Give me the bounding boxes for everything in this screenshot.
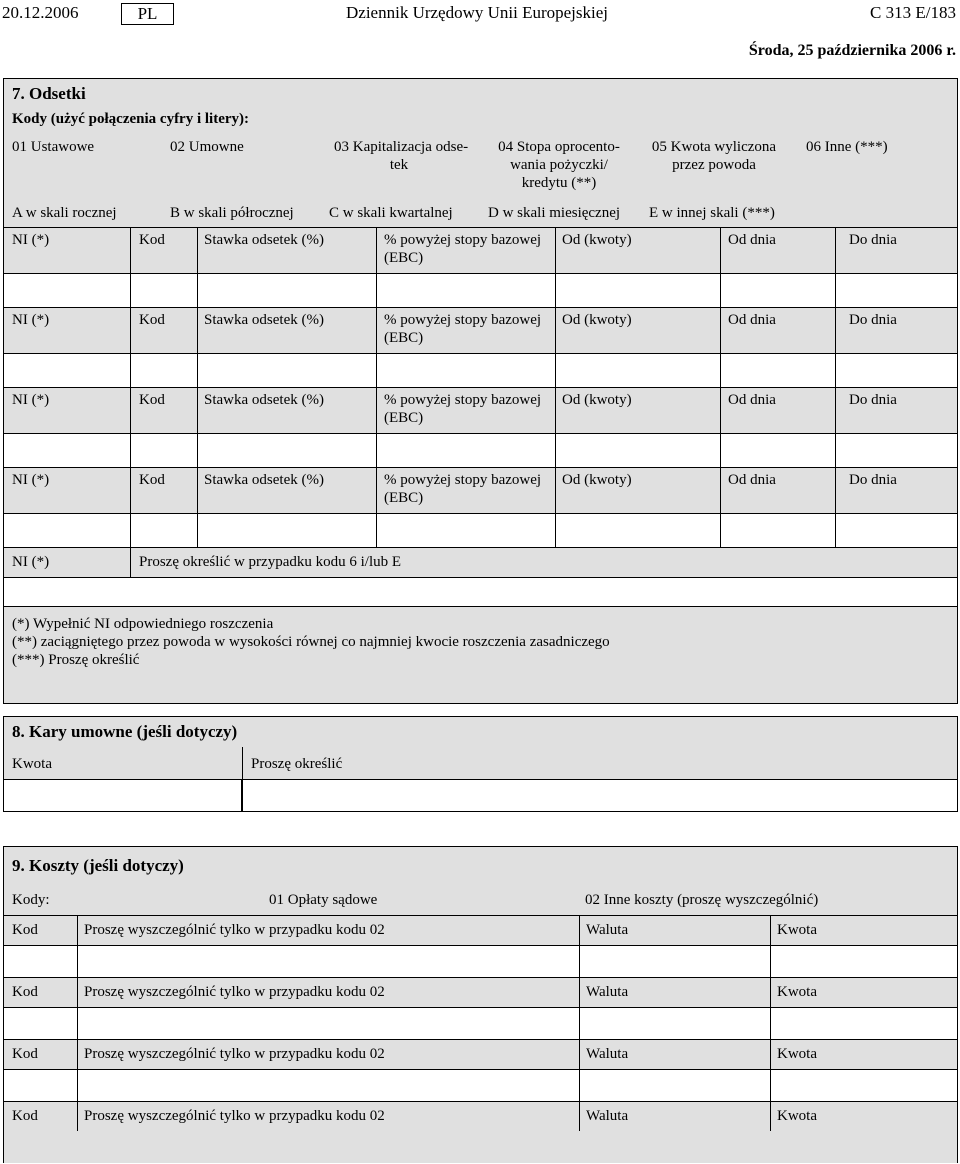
col-to-date-field[interactable] — [836, 353, 957, 387]
col-rate-field[interactable] — [198, 433, 376, 467]
cost-code-header: Kod — [12, 984, 38, 1000]
codes-label: Kody (użyć połączenia cyfry i litery): — [12, 111, 250, 127]
cost-currency-header: Waluta — [586, 984, 629, 1000]
col-from-date-header: Od dnia — [728, 312, 776, 328]
col-code-field[interactable] — [131, 433, 197, 467]
col-from-date-header: Od dnia — [728, 232, 776, 248]
col-from-amount-field[interactable] — [556, 273, 720, 307]
row-separator — [4, 915, 957, 916]
col-code-header: Kod — [139, 232, 165, 248]
journal-title: Dziennik Urzędowy Unii Europejskiej — [346, 3, 609, 22]
specify-label: Proszę określić — [251, 756, 343, 772]
code-type-02: 02 Umowne — [170, 139, 244, 155]
cost-specify-header: Proszę wyszczególnić tylko w przypadku kodu 02 — [84, 922, 385, 938]
col-above-base-rate-header: % powyżej stopy bazowej (EBC) — [384, 312, 542, 346]
scale-d: D w skali miesięcznej — [488, 205, 621, 221]
row-separator — [4, 1101, 957, 1102]
cost-code-header: Kod — [12, 1046, 38, 1062]
column-divider — [579, 1101, 580, 1131]
col-to-date-field[interactable] — [836, 273, 957, 307]
col-from-amount-field[interactable] — [556, 513, 720, 547]
col-above-base-rate-field[interactable] — [377, 353, 555, 387]
code-type-06: 06 Inne (***) — [806, 139, 888, 155]
col-ni-field[interactable] — [4, 273, 130, 307]
col-rate-header: Stawka odsetek (%) — [204, 232, 324, 248]
row-separator — [4, 547, 957, 548]
col-above-base-rate-field[interactable] — [377, 513, 555, 547]
section-title: 7. Odsetki — [12, 84, 86, 103]
cost-amount-header: Kwota — [777, 1046, 817, 1062]
col-ni-header: NI (*) — [12, 232, 50, 248]
specify-ni-label: NI (*) — [12, 554, 50, 570]
col-rate-field[interactable] — [198, 513, 376, 547]
col-from-amount-header: Od (kwoty) — [562, 472, 632, 488]
col-ni-field[interactable] — [4, 513, 130, 547]
row-separator — [4, 307, 957, 308]
cost-amount-field[interactable] — [771, 1069, 957, 1101]
cost-currency-header: Waluta — [586, 922, 629, 938]
cost-specify-header: Proszę wyszczególnić tylko w przypadku kodu 02 — [84, 984, 385, 1000]
code-type-01: 01 Ustawowe — [12, 139, 95, 155]
row-separator — [4, 227, 957, 228]
cost-specify-field[interactable] — [78, 1007, 579, 1039]
col-ni-header: NI (*) — [12, 312, 50, 328]
page-header — [0, 4, 960, 28]
cost-currency-field[interactable] — [580, 1007, 770, 1039]
row-separator — [4, 977, 957, 978]
col-to-date-header: Do dnia — [849, 312, 897, 328]
col-rate-field[interactable] — [198, 273, 376, 307]
penalty-amount-field[interactable] — [4, 779, 242, 811]
scale-a: A w skali rocznej — [12, 205, 117, 221]
col-to-date-header: Do dnia — [849, 472, 897, 488]
cost-code-field[interactable] — [4, 1069, 77, 1101]
col-ni-header: NI (*) — [12, 392, 50, 408]
col-code-header: Kod — [139, 312, 165, 328]
col-code-field[interactable] — [131, 513, 197, 547]
code-type-05: 05 Kwota wyliczona przez powoda — [651, 139, 777, 173]
col-to-date-field[interactable] — [836, 433, 957, 467]
section-costs — [3, 846, 958, 1163]
cost-amount-field[interactable] — [771, 1007, 957, 1039]
scale-e: E w innej skali (***) — [649, 205, 775, 221]
col-ni-header: NI (*) — [12, 472, 50, 488]
col-ni-field[interactable] — [4, 433, 130, 467]
cost-specify-field[interactable] — [78, 1069, 579, 1101]
footnote-3: (***) Proszę określić — [12, 652, 140, 668]
col-above-base-rate-field[interactable] — [377, 273, 555, 307]
cost-specify-header: Proszę wyszczególnić tylko w przypadku kodu 02 — [84, 1046, 385, 1062]
specify-label: Proszę określić w przypadku kodu 6 i/lub E — [139, 554, 402, 570]
cost-currency-header: Waluta — [586, 1108, 629, 1124]
col-code-field[interactable] — [131, 353, 197, 387]
cost-currency-header: Waluta — [586, 1046, 629, 1062]
col-from-date-field[interactable] — [721, 353, 835, 387]
scale-b: B w skali półrocznej — [170, 205, 294, 221]
cost-amount-header: Kwota — [777, 1108, 817, 1124]
col-rate-header: Stawka odsetek (%) — [204, 472, 324, 488]
footnote-2: (**) zaciągniętego przez powoda w wysokości równej co najmniej kwocie roszczenia zasadniczego — [12, 634, 610, 650]
col-from-amount-field[interactable] — [556, 353, 720, 387]
col-to-date-header: Do dnia — [849, 392, 897, 408]
column-divider — [130, 547, 131, 577]
penalty-specify-field[interactable] — [243, 779, 957, 811]
column-divider — [77, 1101, 78, 1131]
col-code-header: Kod — [139, 392, 165, 408]
col-to-date-header: Do dnia — [849, 232, 897, 248]
column-divider — [770, 1101, 771, 1131]
codes-label: Kody: — [12, 892, 50, 908]
session-date: Środa, 25 października 2006 r. — [748, 42, 956, 59]
language-badge: PL — [121, 3, 174, 25]
cost-currency-field[interactable] — [580, 945, 770, 977]
code-02: 02 Inne koszty (proszę wyszczególnić) — [585, 892, 819, 908]
col-to-date-field[interactable] — [836, 513, 957, 547]
code-type-03: 03 Kapitalizacja odse- tek — [334, 139, 469, 173]
section-interest — [3, 78, 958, 704]
col-above-base-rate-header: % powyżej stopy bazowej (EBC) — [384, 392, 542, 426]
col-rate-header: Stawka odsetek (%) — [204, 312, 324, 328]
col-from-amount-header: Od (kwoty) — [562, 312, 632, 328]
cost-code-header: Kod — [12, 922, 38, 938]
journal-reference: C 313 E/183 — [870, 3, 956, 22]
row-separator — [4, 387, 957, 388]
cost-specify-header: Proszę wyszczególnić tylko w przypadku kodu 02 — [84, 1108, 385, 1124]
col-rate-field[interactable] — [198, 353, 376, 387]
col-above-base-rate-header: % powyżej stopy bazowej (EBC) — [384, 232, 542, 266]
section-title: 9. Koszty (jeśli dotyczy) — [12, 856, 184, 875]
col-rate-header: Stawka odsetek (%) — [204, 392, 324, 408]
row-separator — [4, 1039, 957, 1040]
cost-code-field[interactable] — [4, 945, 77, 977]
amount-label: Kwota — [12, 756, 52, 772]
col-code-header: Kod — [139, 472, 165, 488]
header-date: 20.12.2006 — [2, 3, 79, 22]
cost-code-header: Kod — [12, 1108, 38, 1124]
specify-field[interactable] — [4, 577, 957, 607]
cost-currency-field[interactable] — [580, 1069, 770, 1101]
col-from-amount-field[interactable] — [556, 433, 720, 467]
code-type-04: 04 Stopa oprocento- wania pożyczki/ kredytu (**) — [498, 139, 620, 191]
col-above-base-rate-header: % powyżej stopy bazowej (EBC) — [384, 472, 542, 506]
col-from-amount-header: Od (kwoty) — [562, 232, 632, 248]
section-title: 8. Kary umowne (jeśli dotyczy) — [12, 722, 238, 741]
cost-amount-field[interactable] — [771, 945, 957, 977]
cost-code-field[interactable] — [4, 1007, 77, 1039]
col-from-amount-header: Od (kwoty) — [562, 392, 632, 408]
cost-amount-header: Kwota — [777, 922, 817, 938]
col-from-date-field[interactable] — [721, 513, 835, 547]
col-ni-field[interactable] — [4, 353, 130, 387]
section-penalties — [3, 716, 958, 812]
cost-amount-header: Kwota — [777, 984, 817, 1000]
cost-specify-field[interactable] — [78, 945, 579, 977]
code-01: 01 Opłaty sądowe — [269, 892, 378, 908]
col-from-date-field[interactable] — [721, 273, 835, 307]
col-code-field[interactable] — [131, 273, 197, 307]
col-from-date-field[interactable] — [721, 433, 835, 467]
col-from-date-header: Od dnia — [728, 472, 776, 488]
col-above-base-rate-field[interactable] — [377, 433, 555, 467]
scale-c: C w skali kwartalnej — [329, 205, 453, 221]
footnote-1: (*) Wypełnić NI odpowiedniego roszczenia — [12, 616, 274, 632]
row-separator — [4, 467, 957, 468]
col-from-date-header: Od dnia — [728, 392, 776, 408]
